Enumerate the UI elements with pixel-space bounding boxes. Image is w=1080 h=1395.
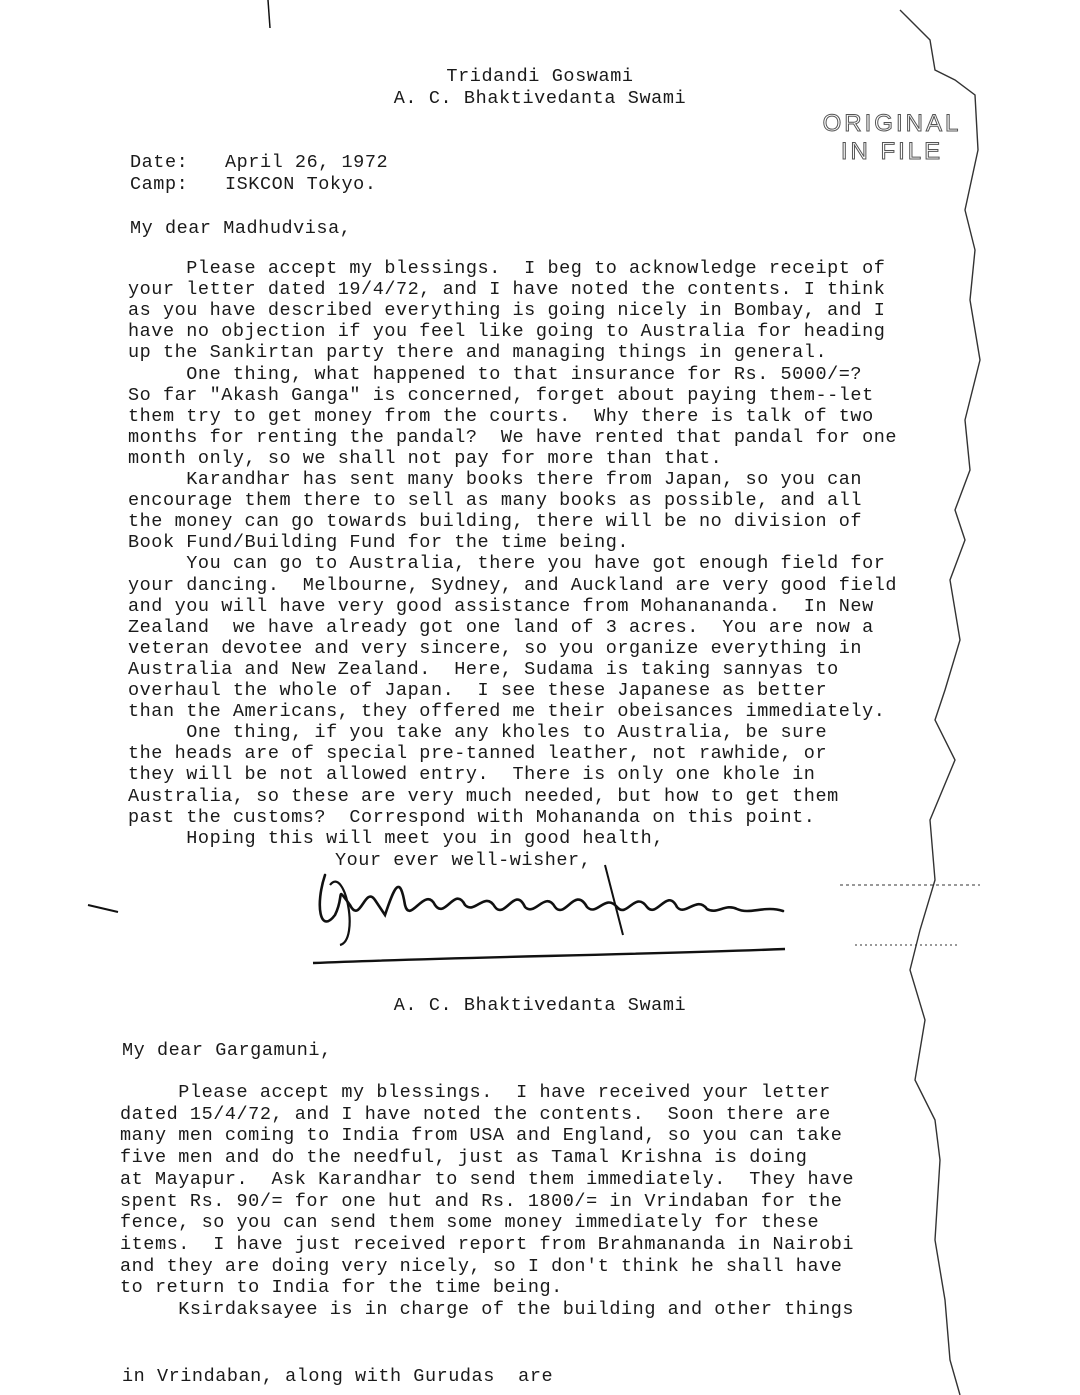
header-title: Tridandi Goswami — [446, 66, 634, 87]
signature-name: A. C. Bhaktivedanta Swami — [393, 995, 687, 1016]
salutation-2: My dear Gargamuni, — [122, 1040, 332, 1061]
letter-1-line: the heads are of special pre-tanned leather, not rawhide, or — [128, 743, 828, 765]
letter-1-line: your dancing. Melbourne, Sydney, and Auckland are very good field — [128, 574, 898, 596]
letter-1-line: One thing, if you take any kholes to Australia, be sure — [128, 722, 828, 744]
letter-1-line: they will be not allowed entry. There is only one khole in — [128, 764, 816, 786]
letter-1-line: your letter dated 19/4/72, and I have noted the contents. I think — [128, 279, 886, 301]
closing-1: Your ever well-wisher, — [335, 850, 592, 871]
letter-1-line: Book Fund/Building Fund for the time being. — [128, 532, 630, 554]
letter-1-line: them try to get money from the courts. Why there is talk of two — [128, 405, 874, 427]
letter-2-line: five men and do the needful, just as Tamal Krishna is doing — [120, 1147, 808, 1169]
letter-1-line: up the Sankirtan party there and managing things in general. — [128, 342, 828, 364]
letter-1-line: So far "Akash Ganga" is concerned, forget about paying them--let — [128, 384, 874, 406]
letter-1-line: veteran devotee and very sincere, so you organize everything in — [128, 637, 863, 659]
handwritten-signature — [305, 845, 805, 975]
letter-1-line: Australia and New Zealand. Here, Sudama is taking sannyas to — [128, 658, 839, 680]
letter-2-last-line: in Vrindaban, along with Gurudas are — [122, 1366, 554, 1387]
letter-1-line: past the customs? Correspond with Mohananda on this point. — [128, 806, 816, 828]
letter-1-line: have no objection if you feel like going to Australia for heading — [128, 321, 886, 343]
salutation-1: My dear Madhudvisa, — [130, 218, 352, 239]
letter-1-line: You can go to Australia, there you have got enough field for — [128, 553, 886, 575]
camp-label: Camp: — [130, 174, 189, 195]
letter-1-line: as you have described everything is going nicely in Bombay, and I — [128, 300, 886, 322]
original-in-file-stamp: ORIGINAL IN FILE — [822, 110, 962, 165]
letter-1-line: and you will have very good assistance from Mohanananda. In New — [128, 595, 874, 617]
letter-1-line: Karandhar has sent many books there from Japan, so you can — [128, 469, 863, 490]
letter-2-line: and they are doing very nicely, so I don't think he shall have — [120, 1255, 843, 1277]
letter-1-line: One thing, what happened to that insurance for Rs. 5000/=? — [128, 363, 863, 385]
letter-1-line: Hoping this will meet you in good health, — [128, 827, 664, 849]
letter-1-line: Australia, so these are very much needed, but how to get them — [128, 785, 839, 807]
letter-1-line: the money can go towards building, there will be no division of — [128, 511, 863, 533]
letter-1-line: months for renting the pandal? We have rented that pandal for one — [128, 426, 898, 448]
letter-1-line: Please accept my blessings. I beg to acknowledge receipt of — [128, 258, 886, 279]
letter-2-line: to return to India for the time being. — [120, 1277, 563, 1299]
letter-1-line: overhaul the whole of Japan. I see these Japanese as better — [128, 680, 828, 701]
letter-2-line: items. I have just received report from Brahmananda in Nairobi — [120, 1233, 855, 1255]
letter-1-line: month only, so we shall not pay for more than that. — [128, 447, 723, 469]
letter-2-line: at Mayapur. Ask Karandhar to send them immediately. They have — [120, 1168, 855, 1190]
letter-2-line: spent Rs. 90/= for one hut and Rs. 1800/= in Vrindaban for the — [120, 1190, 843, 1212]
letter-2-line: Please accept my blessings. I have received your letter — [120, 1082, 831, 1103]
letter-2-line: Ksirdaksayee is in charge of the building and other things — [120, 1299, 855, 1320]
letter-1-line: than the Americans, they offered me their obeisances immediately. — [128, 701, 886, 723]
letter-2-line: fence, so you can send them some money immediately for these — [120, 1212, 820, 1234]
letter-2-line: many men coming to India from USA and England, so you can take — [120, 1125, 843, 1147]
date-label: Date: — [130, 152, 189, 173]
date-value: April 26, 1972 — [225, 152, 389, 173]
letter-2-line: dated 15/4/72, and I have noted the contents. Soon there are — [120, 1103, 831, 1125]
letter-1-line: Zealand we have already got one land of 3 acres. You are now a — [128, 616, 874, 638]
camp-value: ISKCON Tokyo. — [225, 174, 377, 195]
header-name: A. C. Bhaktivedanta Swami — [393, 88, 687, 109]
letter-1-line: encourage them there to sell as many books as possible, and all — [128, 490, 863, 512]
